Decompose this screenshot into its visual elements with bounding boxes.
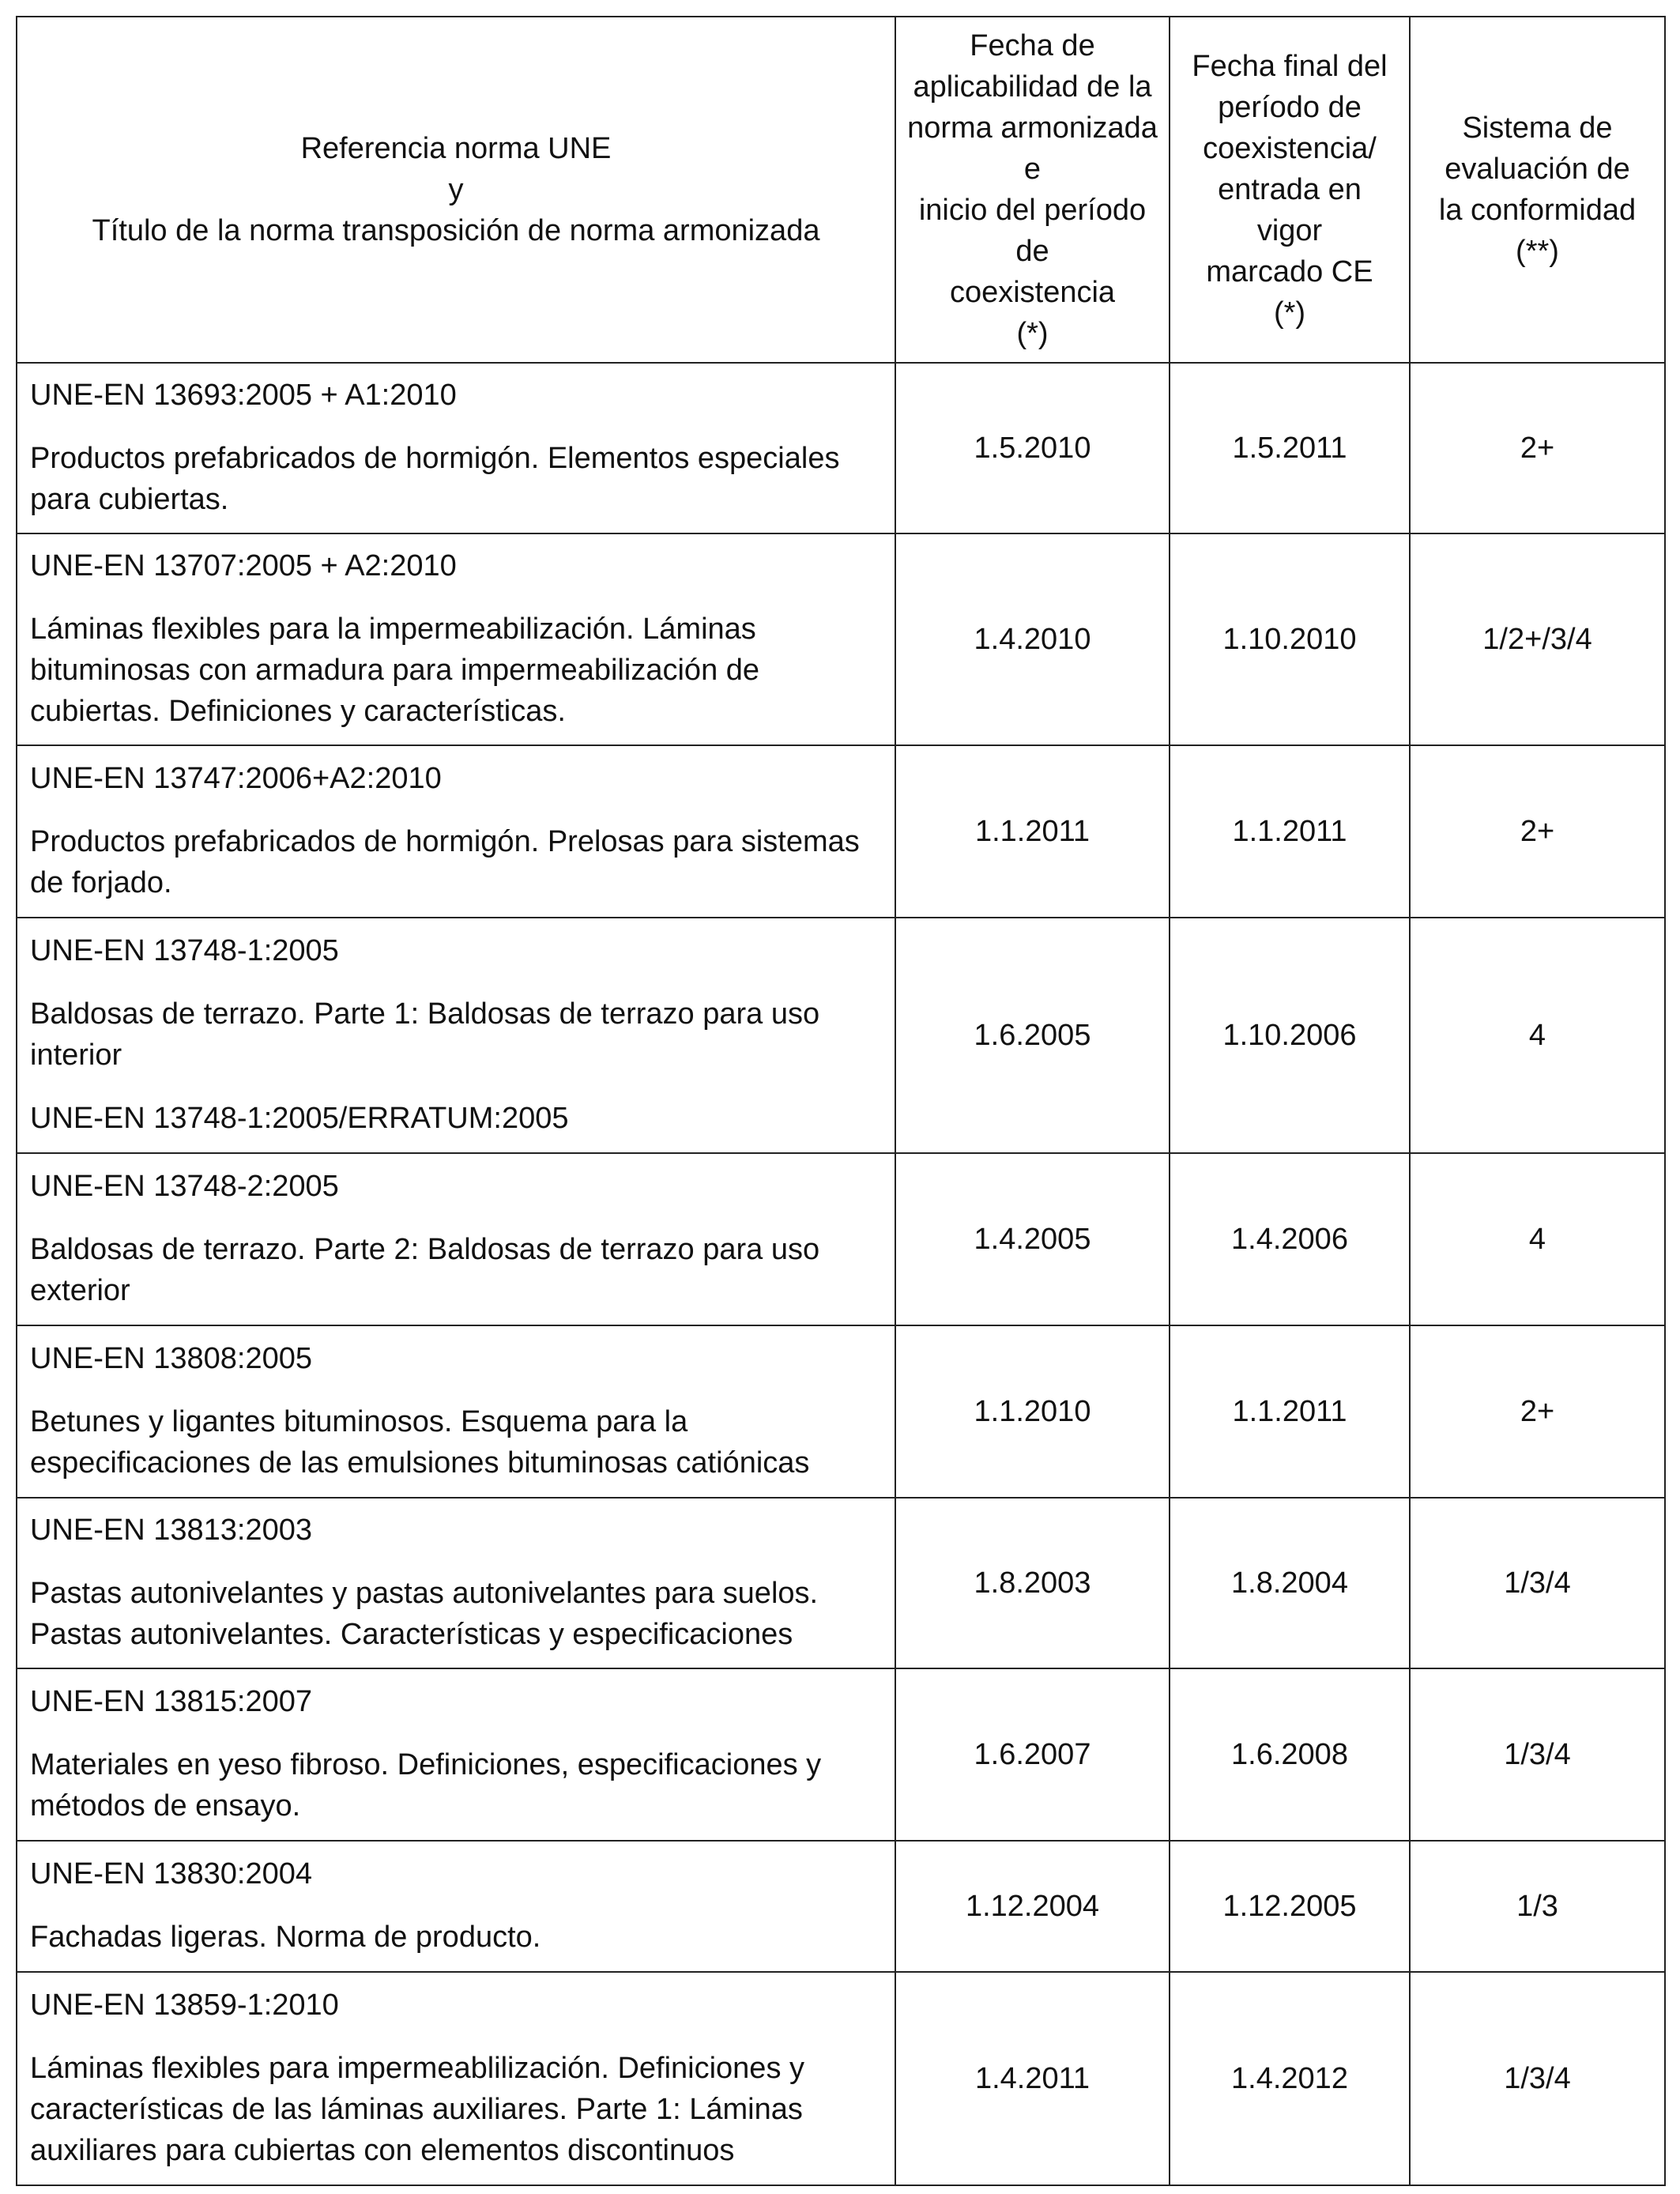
- standard-title: Fachadas ligeras. Norma de producto.: [30, 1921, 541, 1954]
- conformity-system-cell: 1/3/4: [1410, 1498, 1665, 1668]
- applicability-date-cell: 1.6.2007: [895, 1668, 1170, 1841]
- standard-reference-cell: [17, 363, 895, 533]
- standard-code: UNE-EN 13748-1:2005: [30, 934, 339, 967]
- standard-reference-cell: [17, 533, 895, 745]
- standard-title: Productos prefabricados de hormigón. Prelosas para sistemas de forjado.: [30, 825, 860, 899]
- applicability-date-cell: 1.12.2004: [895, 1841, 1170, 1972]
- standard-code: UNE-EN 13707:2005 + A2:2010: [30, 549, 457, 582]
- standard-code: UNE-EN 13747:2006+A2:2010: [30, 762, 442, 795]
- applicability-date-cell: 1.8.2003: [895, 1498, 1170, 1668]
- conformity-system-cell: 4: [1410, 1153, 1665, 1325]
- conformity-system-cell: 4: [1410, 918, 1665, 1153]
- standard-reference-cell: [17, 1325, 895, 1498]
- header-conformity-system: Sistema de evaluación de la conformidad (**): [1410, 17, 1665, 363]
- standard-reference-cell: [17, 1153, 895, 1325]
- standard-code: UNE-EN 13693:2005 + A1:2010: [30, 379, 457, 412]
- conformity-system-cell: 1/2+/3/4: [1410, 533, 1665, 745]
- standard-code: UNE-EN 13859-1:2010: [30, 1989, 339, 2022]
- standard-title: Láminas flexibles para impermeablilización. Definiciones y características de las láminas auxiliares. Parte 1: Láminas auxiliares para cubiertas con elementos discontinuos: [30, 2052, 805, 2167]
- table-row: [17, 1668, 1665, 1841]
- standard-reference-cell: [17, 1498, 895, 1668]
- table-row: [17, 363, 1665, 533]
- applicability-date-cell: 1.4.2010: [895, 533, 1170, 745]
- end-date-cell: 1.10.2010: [1170, 533, 1410, 745]
- end-date-cell: 1.8.2004: [1170, 1498, 1410, 1668]
- standard-erratum: UNE-EN 13748-1:2005/ERRATUM:2005: [30, 1102, 569, 1135]
- standard-reference-cell: [17, 1668, 895, 1841]
- header-end-coexistence-date: Fecha final del período de coexistencia/ entrada en vigor marcado CE (*): [1170, 17, 1410, 363]
- table-row: [17, 1325, 1665, 1498]
- end-date-cell: 1.6.2008: [1170, 1668, 1410, 1841]
- table-header-row: [17, 17, 1665, 363]
- standard-code: UNE-EN 13815:2007: [30, 1685, 312, 1718]
- applicability-date-cell: 1.4.2011: [895, 1972, 1170, 2185]
- applicability-date-cell: 1.6.2005: [895, 918, 1170, 1153]
- end-date-cell: 1.10.2006: [1170, 918, 1410, 1153]
- end-date-cell: 1.12.2005: [1170, 1841, 1410, 1972]
- standard-code: UNE-EN 13808:2005: [30, 1342, 312, 1375]
- conformity-system-cell: 2+: [1410, 1325, 1665, 1498]
- standard-title: Productos prefabricados de hormigón. Elementos especiales para cubiertas.: [30, 442, 840, 516]
- applicability-date-cell: 1.5.2010: [895, 363, 1170, 533]
- conformity-system-cell: 1/3/4: [1410, 1668, 1665, 1841]
- end-date-cell: 1.1.2011: [1170, 1325, 1410, 1498]
- applicability-date-cell: 1.1.2010: [895, 1325, 1170, 1498]
- standard-reference-cell: [17, 1972, 895, 2185]
- applicability-date-cell: 1.4.2005: [895, 1153, 1170, 1325]
- table-row: [17, 533, 1665, 745]
- standard-title: Láminas flexibles para la impermeabilización. Láminas bituminosas con armadura para impermeabilización de cubiertas. Definiciones y características.: [30, 613, 760, 728]
- table-row: [17, 918, 1665, 1153]
- table-row: [17, 1498, 1665, 1668]
- standard-title: Betunes y ligantes bituminosos. Esquema para la especificaciones de las emulsiones bituminosas catiónicas: [30, 1405, 810, 1480]
- header-reference-title: Referencia norma UNE y Título de la norma transposición de norma armonizada: [17, 17, 895, 363]
- table-row: [17, 1841, 1665, 1972]
- standard-reference-cell: [17, 918, 895, 1153]
- conformity-system-cell: 2+: [1410, 745, 1665, 918]
- end-date-cell: 1.1.2011: [1170, 745, 1410, 918]
- conformity-system-cell: 1/3/4: [1410, 1972, 1665, 2185]
- conformity-system-cell: 1/3: [1410, 1841, 1665, 1972]
- applicability-date-cell: 1.1.2011: [895, 745, 1170, 918]
- standard-code: UNE-EN 13813:2003: [30, 1514, 312, 1547]
- end-date-cell: 1.4.2012: [1170, 1972, 1410, 2185]
- end-date-cell: 1.5.2011: [1170, 363, 1410, 533]
- standard-code: UNE-EN 13748-2:2005: [30, 1170, 339, 1203]
- conformity-system-cell: 2+: [1410, 363, 1665, 533]
- document-page: [16, 16, 1664, 2186]
- standard-reference-cell: [17, 745, 895, 918]
- standard-title: Materiales en yeso fibroso. Definiciones, especificaciones y métodos de ensayo.: [30, 1748, 822, 1823]
- standard-title: Pastas autonivelantes y pastas autonivelantes para suelos. Pastas autonivelantes. Características y especificaciones: [30, 1577, 819, 1651]
- table-row: [17, 745, 1665, 918]
- table-row: [17, 1153, 1665, 1325]
- table-row: [17, 1972, 1665, 2185]
- harmonized-standards-table: [16, 16, 1666, 2186]
- standard-title: Baldosas de terrazo. Parte 1: Baldosas de terrazo para uso interior: [30, 997, 820, 1072]
- standard-code: UNE-EN 13830:2004: [30, 1857, 312, 1891]
- header-applicability-date: Fecha de aplicabilidad de la norma armonizada e inicio del período de coexistencia (*): [895, 17, 1170, 363]
- standard-title: Baldosas de terrazo. Parte 2: Baldosas de terrazo para uso exterior: [30, 1233, 820, 1307]
- standard-reference-cell: [17, 1841, 895, 1972]
- end-date-cell: 1.4.2006: [1170, 1153, 1410, 1325]
